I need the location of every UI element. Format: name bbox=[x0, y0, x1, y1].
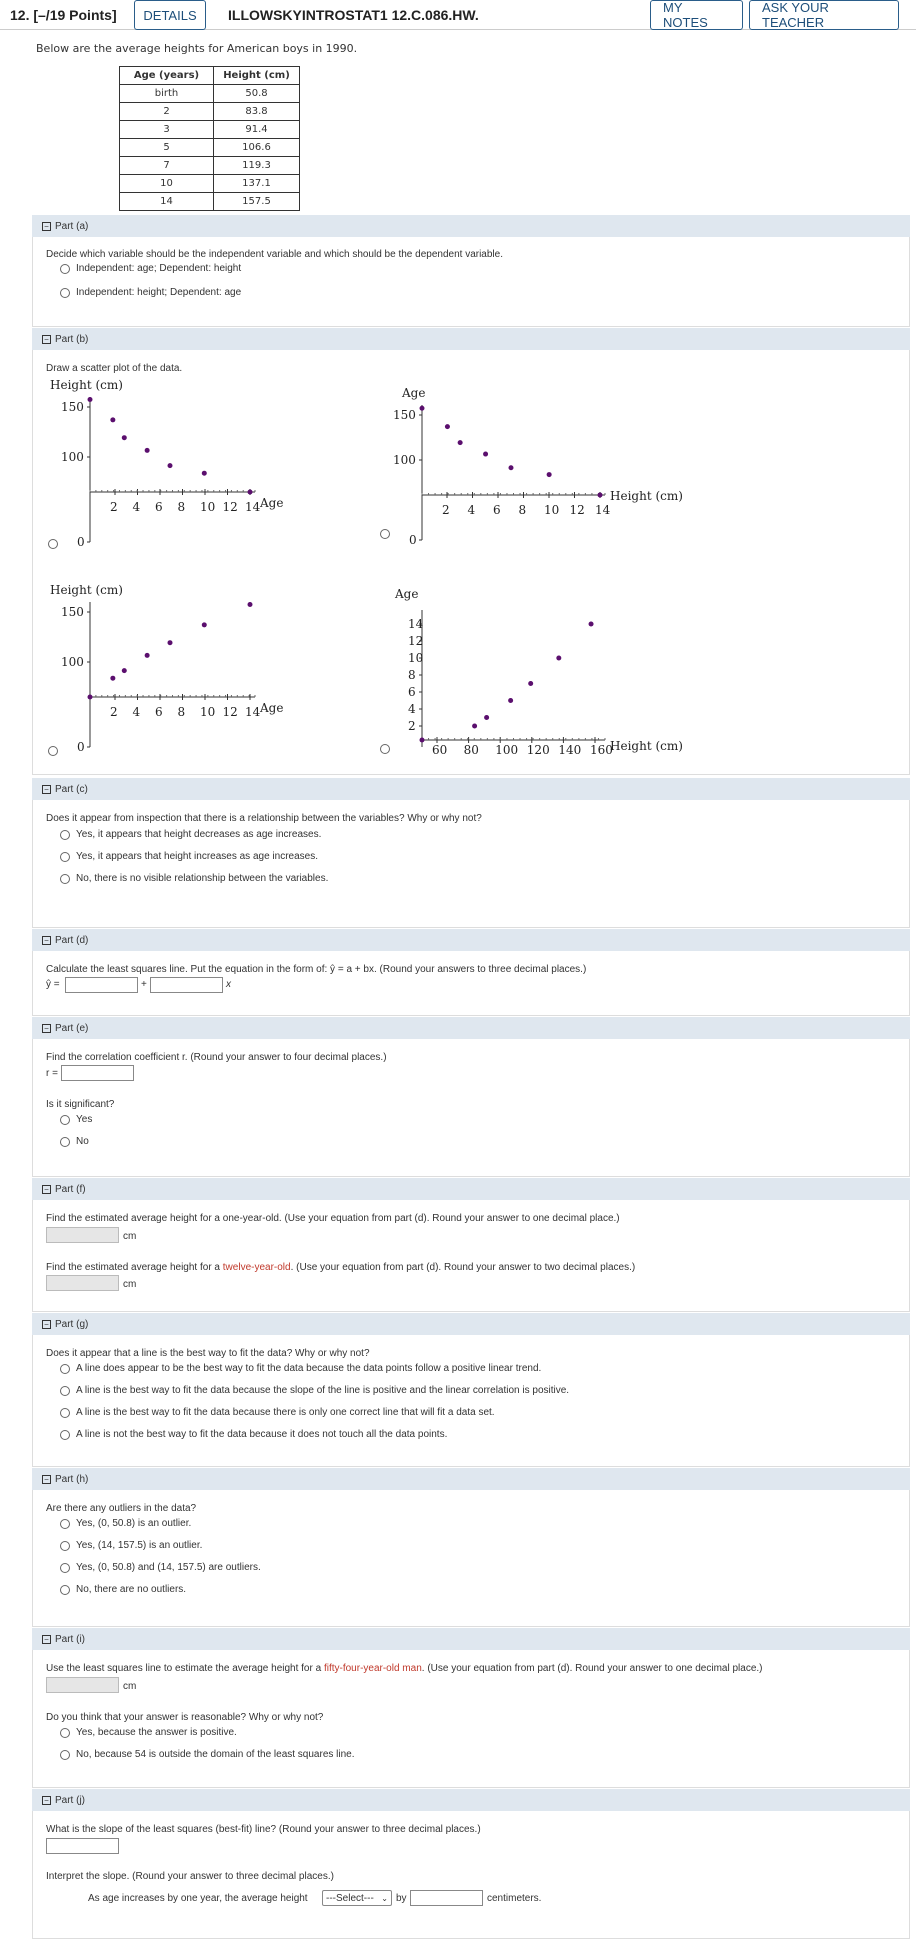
y-tick-label: 100 bbox=[61, 450, 84, 464]
radio-icon[interactable] bbox=[60, 1750, 70, 1760]
radio-icon[interactable] bbox=[60, 1585, 70, 1595]
x-tick-label: 8 bbox=[518, 503, 527, 517]
part-d-header[interactable] bbox=[32, 929, 910, 951]
part-e-option-yes[interactable] bbox=[60, 1114, 92, 1125]
part-g-option-2[interactable] bbox=[60, 1385, 569, 1396]
part-j-header[interactable] bbox=[32, 1789, 910, 1811]
option-label: A line does appear to be the best way to fit the data because the data points follow a positive linear trend. bbox=[76, 1363, 542, 1374]
data-point bbox=[547, 472, 552, 477]
details-button[interactable]: DETAILS bbox=[134, 0, 206, 30]
select-value: ---Select--- bbox=[326, 1892, 374, 1904]
x-axis-label: Height (cm) bbox=[610, 739, 683, 753]
x-tick-label: 80 bbox=[463, 743, 479, 757]
table-cell: 3 bbox=[120, 121, 214, 139]
part-c-question: Does it appear from inspection that there is a relationship between the variables? Why or why not? bbox=[46, 813, 482, 824]
x-tick-label: 6 bbox=[155, 500, 163, 514]
option-label: Yes, (0, 50.8) and (14, 157.5) are outliers. bbox=[76, 1562, 261, 1573]
table-cell: birth bbox=[120, 85, 214, 103]
option-label: A line is not the best way to fit the data because it does not touch all the data points. bbox=[76, 1429, 448, 1440]
collapse-icon: − bbox=[42, 1475, 51, 1484]
radio-icon[interactable] bbox=[60, 1430, 70, 1440]
data-point bbox=[122, 435, 127, 440]
x-tick-label: 2 bbox=[110, 705, 118, 719]
intercept-input[interactable] bbox=[65, 977, 138, 993]
direction-select[interactable] bbox=[322, 1890, 392, 1906]
part-f-question: Find the estimated average height for a one-year-old. (Use your equation from part (d). Round your answer to one decimal place.) bbox=[46, 1213, 620, 1224]
heights-table bbox=[119, 66, 300, 211]
data-point bbox=[248, 602, 253, 607]
x-axis-label: Age bbox=[260, 496, 284, 510]
option-label: No, because 54 is outside the domain of the least squares line. bbox=[76, 1749, 355, 1760]
table-cell: 14 bbox=[120, 193, 214, 211]
part-c-header[interactable] bbox=[32, 778, 910, 800]
data-point bbox=[598, 493, 603, 498]
slope-answer-input[interactable] bbox=[46, 1838, 119, 1854]
option-label: Independent: age; Dependent: height bbox=[76, 263, 242, 274]
y-axis-label: Height (cm) bbox=[50, 583, 123, 597]
x-tick-label: 14 bbox=[245, 705, 261, 719]
option-label: A line is the best way to fit the data because there is only one correct line that will fit a data set. bbox=[76, 1407, 495, 1418]
x-axis-label: Age bbox=[260, 701, 284, 715]
part-title: Part (e) bbox=[55, 1022, 89, 1034]
part-c-option-3[interactable] bbox=[60, 873, 328, 884]
data-point bbox=[110, 417, 115, 422]
correlation-input[interactable] bbox=[61, 1065, 134, 1081]
part-g-question: Does it appear that a line is the best way to fit the data? Why or why not? bbox=[46, 1348, 370, 1359]
slope-sentence-by: by bbox=[396, 1893, 407, 1904]
x-tick-label: 10 bbox=[200, 705, 216, 719]
table-row bbox=[120, 193, 300, 211]
part-title: Part (c) bbox=[55, 783, 88, 795]
radio-icon[interactable] bbox=[60, 1519, 70, 1529]
slope-sentence-end: centimeters. bbox=[487, 1893, 542, 1904]
slope-interpret-input[interactable] bbox=[410, 1890, 483, 1906]
y-tick-label: 150 bbox=[61, 400, 84, 414]
part-i-option-1[interactable] bbox=[60, 1727, 237, 1738]
data-point bbox=[145, 448, 150, 453]
table-cell: 83.8 bbox=[214, 103, 300, 121]
q-highlight: fifty-four-year-old man bbox=[323, 1663, 422, 1674]
y-tick-label: 150 bbox=[61, 605, 84, 619]
assignment-id: ILLOWSKYINTROSTAT1 12.C.086.HW. bbox=[228, 7, 479, 23]
y-tick-label: 8 bbox=[408, 668, 416, 682]
radio-icon[interactable] bbox=[60, 874, 70, 884]
x-variable: x bbox=[226, 979, 231, 990]
table-cell: 10 bbox=[120, 175, 214, 193]
q-text: . (Use your equation from part (d). Round your answer to two decimal places.) bbox=[290, 1262, 636, 1273]
data-point bbox=[88, 397, 93, 402]
radio-icon[interactable] bbox=[60, 852, 70, 862]
chevron-down-icon: ⌄ bbox=[381, 1893, 388, 1903]
collapse-icon: − bbox=[42, 1796, 51, 1805]
table-cell: 91.4 bbox=[214, 121, 300, 139]
y-tick-label: 10 bbox=[408, 651, 424, 665]
option-label: Yes, (0, 50.8) is an outlier. bbox=[76, 1518, 192, 1529]
yhat-label: ŷ = bbox=[46, 979, 60, 990]
q-text: Use the least squares line to estimate the average height for a bbox=[46, 1663, 324, 1674]
option-label: Yes, it appears that height increases as age increases. bbox=[76, 851, 319, 862]
collapse-icon: − bbox=[42, 335, 51, 344]
radio-icon[interactable] bbox=[60, 1386, 70, 1396]
part-g-option-4[interactable] bbox=[60, 1429, 447, 1440]
scatter-plot-option-3 bbox=[50, 582, 330, 757]
y-tick-label: 6 bbox=[408, 685, 416, 699]
x-tick-label: 140 bbox=[558, 743, 582, 757]
data-point bbox=[145, 653, 150, 658]
slope-sentence-start: As age increases by one year, the average height bbox=[88, 1893, 308, 1904]
part-h-header[interactable] bbox=[32, 1468, 910, 1490]
x-tick-label: 8 bbox=[177, 500, 186, 514]
data-point bbox=[458, 440, 463, 445]
table-cell: 7 bbox=[120, 157, 214, 175]
part-e-question-2: Is it significant? bbox=[46, 1099, 115, 1110]
fifty-four-height-input[interactable] bbox=[46, 1677, 119, 1693]
data-point bbox=[472, 724, 477, 729]
scatter-plot-option-1 bbox=[50, 377, 330, 552]
y-axis-label: Height (cm) bbox=[50, 378, 123, 392]
radio-icon[interactable] bbox=[60, 1728, 70, 1738]
option-label: Yes bbox=[76, 1114, 93, 1125]
part-title: Part (h) bbox=[55, 1473, 89, 1485]
part-title: Part (a) bbox=[55, 220, 89, 232]
data-point bbox=[589, 622, 594, 627]
unit-cm-2: cm bbox=[123, 1279, 137, 1290]
data-point bbox=[484, 715, 489, 720]
q-highlight: twelve-year-old bbox=[222, 1262, 291, 1273]
part-i-question bbox=[46, 1663, 762, 1674]
x-tick-label: 120 bbox=[526, 743, 550, 757]
r-label: r = bbox=[46, 1068, 58, 1079]
y-tick-label: 14 bbox=[408, 617, 424, 631]
table-header-age: Age (years) bbox=[120, 67, 214, 85]
part-g-option-1[interactable] bbox=[60, 1363, 541, 1374]
table-row bbox=[120, 85, 300, 103]
x-tick-label: 60 bbox=[432, 743, 448, 757]
y-tick-label: 2 bbox=[408, 719, 416, 733]
data-point bbox=[509, 465, 514, 470]
data-point bbox=[528, 681, 533, 686]
scatter-plot-option-4 bbox=[380, 582, 685, 757]
part-b-radio-3[interactable] bbox=[48, 746, 58, 756]
part-j-question-2: Interpret the slope. (Round your answer to three decimal places.) bbox=[46, 1871, 334, 1882]
part-d-question: Calculate the least squares line. Put the equation in the form of: ŷ = a + bx. (Round your answers to three decimal places.) bbox=[46, 964, 587, 975]
data-point bbox=[483, 452, 488, 457]
question-header bbox=[0, 0, 916, 30]
option-label: Yes, (14, 157.5) is an outlier. bbox=[76, 1540, 203, 1551]
part-j-question: What is the slope of the least squares (best-fit) line? (Round your answer to three decimal places.) bbox=[46, 1824, 481, 1835]
part-i-option-2[interactable] bbox=[60, 1749, 355, 1760]
data-point bbox=[248, 490, 253, 495]
part-h-option-4[interactable] bbox=[60, 1584, 186, 1595]
option-label: A line is the best way to fit the data because the slope of the line is positive and the linear correlation is positive. bbox=[76, 1385, 570, 1396]
data-point bbox=[508, 698, 513, 703]
table-row bbox=[120, 139, 300, 157]
collapse-icon: − bbox=[42, 222, 51, 231]
radio-icon[interactable] bbox=[60, 1137, 70, 1147]
data-point bbox=[420, 406, 425, 411]
slope-input[interactable] bbox=[150, 977, 223, 993]
my-notes-button[interactable]: MY NOTES bbox=[650, 0, 743, 30]
y-axis-label: Age bbox=[395, 587, 419, 601]
part-title: Part (i) bbox=[55, 1633, 85, 1645]
table-cell: 157.5 bbox=[214, 193, 300, 211]
table-row bbox=[120, 121, 300, 139]
y-tick-label: 150 bbox=[393, 408, 416, 422]
part-title: Part (f) bbox=[55, 1183, 86, 1195]
option-label: Yes, it appears that height decreases as age increases. bbox=[76, 829, 322, 840]
part-title: Part (j) bbox=[55, 1794, 85, 1806]
table-cell: 50.8 bbox=[214, 85, 300, 103]
y-tick-label: 0 bbox=[409, 533, 417, 547]
data-point bbox=[168, 640, 173, 645]
data-point bbox=[110, 676, 115, 681]
part-i-header[interactable] bbox=[32, 1628, 910, 1650]
x-tick-label: 160 bbox=[590, 743, 613, 757]
table-row bbox=[120, 103, 300, 121]
table-row bbox=[120, 175, 300, 193]
part-b-question: Draw a scatter plot of the data. bbox=[46, 363, 183, 374]
x-tick-label: 14 bbox=[245, 500, 261, 514]
x-tick-label: 12 bbox=[569, 503, 585, 517]
q-text: Find the estimated average height for a bbox=[46, 1262, 223, 1273]
part-b-header[interactable] bbox=[32, 328, 910, 350]
intro-text: Below are the average heights for American boys in 1990. bbox=[36, 42, 358, 55]
y-tick-label: 100 bbox=[393, 453, 416, 467]
table-header-height: Height (cm) bbox=[214, 67, 300, 85]
ask-teacher-button[interactable]: ASK YOUR TEACHER bbox=[749, 0, 899, 30]
collapse-icon: − bbox=[42, 785, 51, 794]
data-point bbox=[88, 695, 93, 700]
part-a-header[interactable] bbox=[32, 215, 910, 237]
data-point bbox=[202, 622, 207, 627]
x-tick-label: 100 bbox=[495, 743, 519, 757]
part-b-radio-4[interactable] bbox=[380, 744, 390, 754]
part-a-option-1[interactable] bbox=[60, 263, 241, 274]
x-axis-label: Height (cm) bbox=[610, 489, 683, 503]
part-c-option-1[interactable] bbox=[60, 829, 321, 840]
part-e-option-no[interactable] bbox=[60, 1136, 89, 1147]
x-tick-label: 2 bbox=[110, 500, 118, 514]
y-tick-label: 0 bbox=[77, 535, 85, 549]
x-tick-label: 14 bbox=[595, 503, 611, 517]
x-tick-label: 6 bbox=[493, 503, 501, 517]
plus-sign: + bbox=[141, 979, 147, 990]
x-tick-label: 12 bbox=[222, 500, 238, 514]
part-h-question: Are there any outliers in the data? bbox=[46, 1503, 197, 1514]
y-tick-label: 12 bbox=[408, 634, 424, 648]
data-point bbox=[202, 471, 207, 476]
unit-cm: cm bbox=[123, 1231, 137, 1242]
table-cell: 5 bbox=[120, 139, 214, 157]
part-f-question-2 bbox=[46, 1262, 635, 1273]
collapse-icon: − bbox=[42, 1635, 51, 1644]
x-tick-label: 4 bbox=[132, 705, 141, 719]
y-axis-label: Age bbox=[402, 386, 426, 400]
x-tick-label: 4 bbox=[132, 500, 141, 514]
option-label: No bbox=[76, 1136, 89, 1147]
y-tick-label: 100 bbox=[61, 655, 84, 669]
table-cell: 119.3 bbox=[214, 157, 300, 175]
part-c-option-2[interactable] bbox=[60, 851, 318, 862]
data-point bbox=[420, 738, 425, 743]
x-tick-label: 10 bbox=[544, 503, 560, 517]
table-row bbox=[120, 157, 300, 175]
x-tick-label: 8 bbox=[177, 705, 186, 719]
collapse-icon: − bbox=[42, 1320, 51, 1329]
part-f-header[interactable] bbox=[32, 1178, 910, 1200]
part-b-radio-1[interactable] bbox=[48, 539, 58, 549]
y-tick-label: 0 bbox=[77, 740, 85, 754]
part-a-question: Decide which variable should be the independent variable and which should be the dependent variable. bbox=[46, 249, 503, 260]
table-cell: 106.6 bbox=[214, 139, 300, 157]
table-cell: 137.1 bbox=[214, 175, 300, 193]
part-b-radio-2[interactable] bbox=[380, 529, 390, 539]
collapse-icon: − bbox=[42, 1185, 51, 1194]
q-text: . (Use your equation from part (d). Round your answer to one decimal place.) bbox=[421, 1663, 763, 1674]
x-tick-label: 4 bbox=[467, 503, 476, 517]
option-label: Independent: height; Dependent: age bbox=[76, 287, 242, 298]
x-tick-label: 10 bbox=[200, 500, 216, 514]
part-e-question: Find the correlation coefficient r. (Round your answer to four decimal places.) bbox=[46, 1052, 387, 1063]
part-g-option-3[interactable] bbox=[60, 1407, 495, 1418]
data-point bbox=[445, 424, 450, 429]
part-g-header[interactable] bbox=[32, 1313, 910, 1335]
radio-icon[interactable] bbox=[60, 1408, 70, 1418]
radio-icon[interactable] bbox=[60, 1115, 70, 1125]
part-title: Part (b) bbox=[55, 333, 89, 345]
collapse-icon: − bbox=[42, 936, 51, 945]
part-i-question-2: Do you think that your answer is reasonable? Why or why not? bbox=[46, 1712, 324, 1723]
part-title: Part (d) bbox=[55, 934, 89, 946]
radio-icon[interactable] bbox=[60, 830, 70, 840]
twelve-year-height-input[interactable] bbox=[46, 1275, 119, 1291]
option-label: No, there are no outliers. bbox=[76, 1584, 187, 1595]
option-label: Yes, because the answer is positive. bbox=[76, 1727, 237, 1738]
data-point bbox=[122, 668, 127, 673]
radio-icon[interactable] bbox=[60, 264, 70, 274]
x-tick-label: 6 bbox=[155, 705, 163, 719]
data-point bbox=[168, 463, 173, 468]
collapse-icon: − bbox=[42, 1024, 51, 1033]
question-number: 12. [–/19 Points] bbox=[10, 7, 117, 23]
scatter-plot-option-2 bbox=[380, 385, 685, 550]
x-tick-label: 2 bbox=[442, 503, 450, 517]
y-tick-label: 4 bbox=[408, 702, 416, 716]
radio-icon[interactable] bbox=[60, 288, 70, 298]
radio-icon[interactable] bbox=[60, 1563, 70, 1573]
unit-cm-3: cm bbox=[123, 1681, 137, 1692]
part-title: Part (g) bbox=[55, 1318, 89, 1330]
part-h-option-2[interactable] bbox=[60, 1540, 202, 1551]
radio-icon[interactable] bbox=[60, 1364, 70, 1374]
part-h-option-1[interactable] bbox=[60, 1518, 191, 1529]
data-point bbox=[556, 656, 561, 661]
one-year-height-input[interactable] bbox=[46, 1227, 119, 1243]
part-a-option-2[interactable] bbox=[60, 287, 241, 298]
part-e-header[interactable] bbox=[32, 1017, 910, 1039]
radio-icon[interactable] bbox=[60, 1541, 70, 1551]
x-tick-label: 12 bbox=[222, 705, 238, 719]
table-cell: 2 bbox=[120, 103, 214, 121]
option-label: No, there is no visible relationship between the variables. bbox=[76, 873, 329, 884]
part-h-option-3[interactable] bbox=[60, 1562, 261, 1573]
